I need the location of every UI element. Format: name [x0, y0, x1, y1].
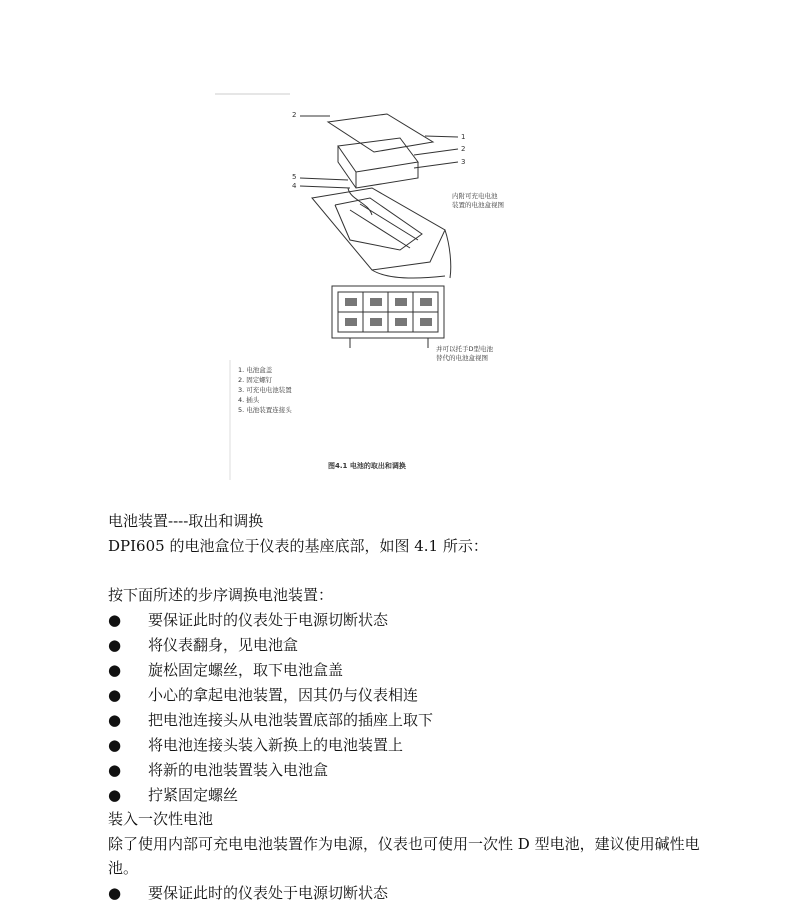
callout-label: 1 — [461, 133, 466, 141]
legend-item: 1. 电池盒盖 — [238, 366, 273, 374]
legend-item: 5. 电池装置连接头 — [238, 406, 292, 414]
battery-pack-side — [338, 146, 418, 188]
list-item: ● 要保证此时的仪表处于电源切断状态 — [108, 884, 389, 902]
legend-item: 4. 插头 — [238, 396, 260, 404]
list-item: ● 拧紧固定螺丝 — [108, 786, 239, 804]
figure-caption: 图4.1 电池的取出和调换 — [328, 462, 406, 470]
list-item: ● 将仪表翻身，见电池盒 — [108, 636, 299, 654]
bullet-icon: ● — [108, 761, 122, 779]
intro-text: DPI605 的电池盒位于仪表的基座底部，如图 4.1 所示： — [108, 537, 488, 555]
callout-label: 5 — [292, 173, 297, 181]
figure-note-top: 内附可充电电池 装置的电池盒视图 — [452, 192, 504, 209]
list-item: ● 将电池连接头装入新换上的电池装置上 — [108, 736, 404, 754]
bullet-icon: ● — [108, 636, 122, 654]
list-item: ● 旋松固定螺丝，取下电池盒盖 — [108, 661, 344, 679]
bullet-icon: ● — [108, 686, 122, 704]
callout-label: 4 — [292, 182, 297, 190]
callout-label: 2 — [292, 111, 297, 119]
steps-intro: 按下面所述的步序调换电池装置： — [108, 586, 334, 604]
bullet-icon: ● — [108, 786, 122, 804]
legend-item: 2. 固定螺钉 — [238, 376, 273, 384]
list-item: ● 小心的拿起电池装置，因其仍与仪表相连 — [108, 686, 419, 704]
battery-pack-top — [338, 138, 418, 172]
legend-item: 3. 可充电电池装置 — [238, 386, 292, 394]
body-paragraph: 除了使用内部可充电电池装置作为电源，仪表也可使用一次性 D 型电池，建议使用碱性电池。 — [108, 835, 700, 877]
section-heading: 电池装置----取出和调换 — [108, 512, 264, 530]
list-item: ● 将新的电池装置装入电池盒 — [108, 761, 329, 779]
bullet-icon: ● — [108, 661, 122, 679]
list-item: ● 把电池连接头从电池装置底部的插座上取下 — [108, 711, 434, 729]
callout-label: 2 — [461, 145, 466, 153]
bullet-icon: ● — [108, 711, 122, 729]
section-heading: 装入一次性电池 — [108, 810, 214, 828]
bullet-icon: ● — [108, 736, 122, 754]
battery-tray — [312, 188, 445, 270]
list-item: ● 要保证此时的仪表处于电源切断状态 — [108, 611, 389, 629]
figure-note-bottom: 并可以托手D型电池 替代的电池盒视图 — [436, 345, 494, 362]
bullet-icon: ● — [108, 611, 122, 629]
battery-diagram — [200, 80, 600, 480]
bullet-icon: ● — [108, 884, 122, 902]
callout-label: 3 — [461, 158, 466, 166]
battery-lid — [328, 114, 433, 152]
battery-figure — [200, 80, 600, 480]
